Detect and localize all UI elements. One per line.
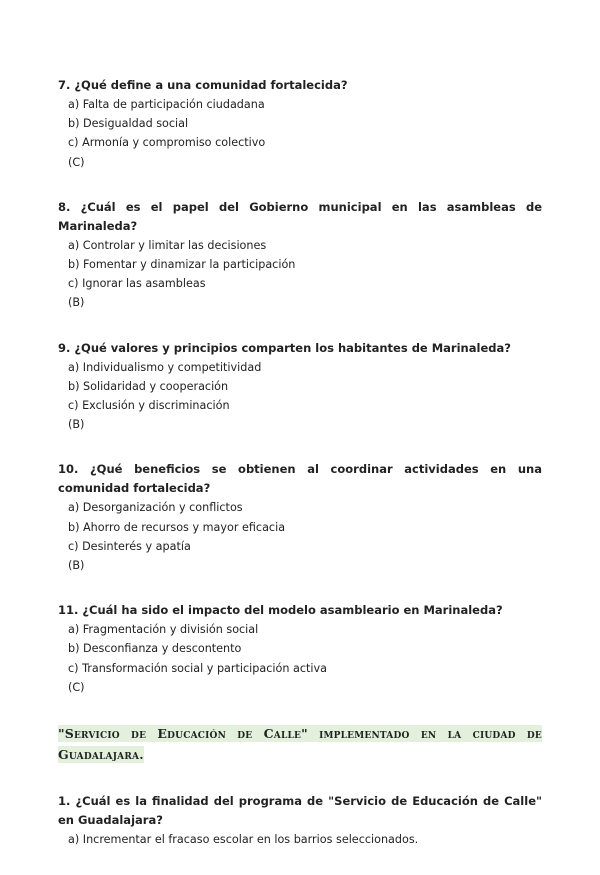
option-c: c) Exclusión y discriminación — [68, 399, 230, 413]
section-heading-block — [58, 723, 542, 765]
option-a: a) Controlar y limitar las decisiones — [68, 238, 267, 252]
option-b: b) Desconfianza y descontento — [68, 642, 242, 656]
question-7 — [58, 76, 542, 172]
question-title: 11. ¿Cuál ha sido el impacto del modelo asambleario en Marinaleda? — [58, 603, 503, 618]
question-title: 1. ¿Cuál es la finalidad del programa de "Servicio de Educación de Calle" en Guadalajara? — [58, 794, 542, 828]
question-title: 7. ¿Qué define a una comunidad fortalecida? — [58, 78, 348, 92]
option-c: c) Transformación social y participación activa — [68, 661, 327, 675]
option-a: a) Desorganización y conflictos — [68, 501, 243, 515]
question-8 — [58, 198, 542, 313]
answer-key: (B) — [68, 418, 85, 432]
document-page — [58, 76, 542, 875]
question-title: 8. ¿Cuál es el papel del Gobierno municipal en las asambleas de Marinaleda? — [58, 199, 542, 233]
option-c: c) Armonía y compromiso colectivo — [68, 136, 266, 150]
option-a: a) Individualismo y competitividad — [68, 360, 262, 374]
option-c: c) Ignorar las asambleas — [68, 277, 206, 291]
section-heading: "Servicio de Educación de Calle" implementado en la ciudad de Guadalajara. — [58, 726, 542, 763]
answer-key: (C) — [68, 680, 85, 694]
answer-key: (B) — [68, 296, 85, 310]
option-a: a) Falta de participación ciudadana — [68, 98, 265, 111]
option-a: a) Fragmentación y división social — [68, 623, 259, 637]
question-title: 10. ¿Qué beneficios se obtienen al coordinar actividades en una comunidad fortalecida? — [58, 462, 542, 496]
option-a: a) Incrementar el fracaso escolar en los barrios seleccionados. — [68, 833, 419, 847]
question-9 — [58, 339, 542, 435]
answer-key: (C) — [68, 155, 85, 169]
option-b: b) Desigualdad social — [68, 117, 189, 131]
question-11 — [58, 601, 542, 697]
option-b: b) Solidaridad y cooperación — [68, 379, 229, 393]
option-b: b) Fomentar y dinamizar la participación — [68, 258, 296, 272]
question-1 — [58, 792, 542, 849]
option-b: b) Ahorro de recursos y mayor eficacia — [68, 520, 286, 534]
answer-key: (B) — [68, 559, 85, 573]
question-10 — [58, 460, 542, 575]
option-c: c) Desinterés y apatía — [68, 539, 191, 553]
question-title: 9. ¿Qué valores y principios comparten los habitantes de Marinaleda? — [58, 340, 511, 355]
